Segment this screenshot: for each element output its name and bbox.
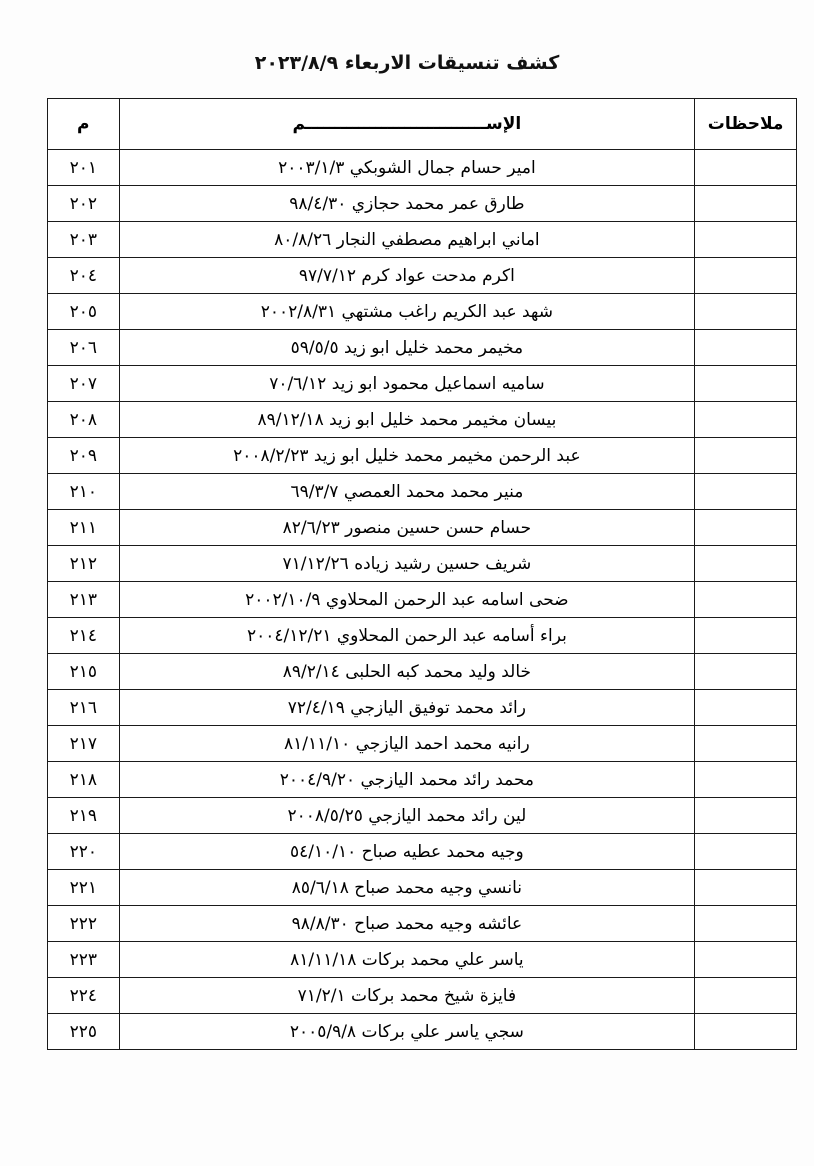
table-row [48,258,797,294]
cell-name [119,906,695,942]
cell-number: ٢٠٢ [48,186,120,222]
cell-number: ٢١٢ [48,546,120,582]
cell-notes [695,654,797,690]
table-row [48,546,797,582]
cell-notes [695,582,797,618]
table-row [48,798,797,834]
cell-name-text: امير حسام جمال الشوبكي ٢٠٠٣/١/٣ [278,157,536,178]
cell-name [119,582,695,618]
cell-name [119,474,695,510]
cell-notes [695,906,797,942]
cell-notes [695,618,797,654]
cell-notes [695,294,797,330]
cell-number: ٢٢٠ [48,834,120,870]
cell-notes [695,438,797,474]
cell-name-text: محمد رائد محمد اليازجي ٢٠٠٤/٩/٢٠ [279,769,535,790]
cell-number: ٢٠٥ [48,294,120,330]
cell-number: ٢١١ [48,510,120,546]
cell-notes [695,798,797,834]
cell-name [119,150,695,186]
table-row [48,330,797,366]
cell-notes [695,222,797,258]
cell-number: ٢١٤ [48,618,120,654]
cell-number: ٢٢٤ [48,978,120,1014]
cell-name-text: سجي ياسر علي بركات ٢٠٠٥/٩/٨ [289,1021,524,1042]
cell-name-text: طارق عمر محمد حجازي ٩٨/٤/٣٠ [289,193,525,214]
cell-notes [695,978,797,1014]
cell-notes [695,402,797,438]
table-row [48,1014,797,1050]
cell-name [119,366,695,402]
cell-name-text: شريف حسين رشيد زياده ٧١/١٢/٢٦ [282,553,532,574]
cell-name-text: لين رائد محمد اليازجي ٢٠٠٨/٥/٢٥ [287,805,527,826]
cell-name-text: وجيه محمد عطيه صباح ٥٤/١٠/١٠ [290,841,524,862]
cell-name-text: ياسر علي محمد بركات ٨١/١١/١٨ [290,949,524,970]
cell-name [119,546,695,582]
table-row [48,906,797,942]
cell-number: ٢٠٤ [48,258,120,294]
cell-name-text: شهد عبد الكريم راغب مشتهي ٢٠٠٢/٨/٣١ [260,301,553,322]
cell-name [119,510,695,546]
table-row [48,438,797,474]
coordination-list-table [47,98,797,1050]
cell-number: ٢١٠ [48,474,120,510]
table-row [48,474,797,510]
cell-name [119,330,695,366]
cell-name-text: ضحى اسامه عبد الرحمن المحلاوي ٢٠٠٢/١٠/٩ [245,589,569,610]
cell-name-text: اماني ابراهيم مصطفي النجار ٨٠/٨/٢٦ [274,229,540,250]
table-row [48,690,797,726]
cell-name [119,798,695,834]
cell-name-text: فايزة شيخ محمد بركات ٧١/٢/١ [297,985,517,1006]
cell-name [119,618,695,654]
column-header-name-text: الإســـــــــــــــــــــــــــــــم [292,114,522,134]
cell-notes [695,510,797,546]
table-row [48,294,797,330]
cell-notes [695,330,797,366]
cell-name-text: بيسان مخيمر محمد خليل ابو زيد ٨٩/١٢/١٨ [257,409,557,430]
cell-name-text: عبد الرحمن مخيمر محمد خليل ابو زيد ٢٠٠٨/٢/٢٣ [233,445,581,466]
cell-number: ٢٢١ [48,870,120,906]
cell-name [119,654,695,690]
cell-name-text: حسام حسن حسين منصور ٨٢/٦/٢٣ [282,517,532,538]
cell-name [119,1014,695,1050]
cell-name [119,726,695,762]
table-row [48,402,797,438]
cell-notes [695,942,797,978]
cell-notes [695,726,797,762]
cell-notes [695,834,797,870]
cell-name-text: خالد وليد محمد كبه الحلبى ٨٩/٢/١٤ [282,661,532,682]
cell-notes [695,690,797,726]
cell-notes [695,870,797,906]
cell-number: ٢٠٦ [48,330,120,366]
cell-name-text: نانسي وجيه محمد صباح ٨٥/٦/١٨ [291,877,522,898]
table-body [48,150,797,1050]
cell-number: ٢١٧ [48,726,120,762]
cell-number: ٢١٦ [48,690,120,726]
table-row [48,582,797,618]
table-row [48,726,797,762]
cell-number: ٢٢٥ [48,1014,120,1050]
cell-name-text: منير محمد محمد العمصي ٦٩/٣/٧ [290,481,524,502]
table-header-row [48,99,797,150]
table-row [48,834,797,870]
cell-name [119,942,695,978]
coordination-list-table-container [47,98,797,1050]
table-row [48,978,797,1014]
cell-name [119,402,695,438]
table-row [48,870,797,906]
cell-name [119,690,695,726]
table-row [48,222,797,258]
cell-name [119,222,695,258]
cell-name-text: ساميه اسماعيل محمود ابو زيد ٧٠/٦/١٢ [269,373,545,394]
cell-number: ٢١٣ [48,582,120,618]
cell-name [119,978,695,1014]
cell-name [119,438,695,474]
cell-notes [695,762,797,798]
cell-notes [695,1014,797,1050]
table-row [48,762,797,798]
table-row [48,186,797,222]
table-row [48,510,797,546]
cell-name-text: عائشه وجيه محمد صباح ٩٨/٨/٣٠ [291,913,523,934]
cell-notes [695,150,797,186]
cell-name [119,834,695,870]
column-header-notes: ملاحظات [695,99,797,150]
cell-number: ٢٠١ [48,150,120,186]
cell-number: ٢٠٣ [48,222,120,258]
cell-number: ٢١٨ [48,762,120,798]
table-row [48,150,797,186]
table-row [48,618,797,654]
cell-name-text: رانيه محمد احمد اليازجي ٨١/١١/١٠ [284,733,530,754]
cell-name [119,186,695,222]
cell-name [119,870,695,906]
cell-name [119,762,695,798]
cell-name [119,294,695,330]
table-row [48,654,797,690]
column-header-name [119,99,695,150]
table-row [48,942,797,978]
cell-name-text: اكرم مدحت عواد كرم ٩٧/٧/١٢ [298,265,515,286]
page-title: كشف تنسيقات الاربعاء ٢٠٢٣/٨/٩ [254,52,560,74]
cell-number: ٢٢٢ [48,906,120,942]
column-header-number: م [48,99,120,150]
cell-name [119,258,695,294]
cell-number: ٢٠٩ [48,438,120,474]
cell-number: ٢٠٧ [48,366,120,402]
cell-notes [695,546,797,582]
cell-number: ٢١٥ [48,654,120,690]
cell-notes [695,366,797,402]
cell-number: ٢١٩ [48,798,120,834]
table-row [48,366,797,402]
cell-notes [695,258,797,294]
cell-notes [695,186,797,222]
cell-name-text: براء أسامه عبد الرحمن المحلاوي ٢٠٠٤/١٢/٢١ [246,625,567,646]
cell-name-text: رائد محمد توفيق اليازجي ٧٢/٤/١٩ [287,697,526,718]
cell-notes [695,474,797,510]
cell-name-text: مخيمر محمد خليل ابو زيد ٥٩/٥/٥ [290,337,524,358]
cell-number: ٢٢٣ [48,942,120,978]
cell-number: ٢٠٨ [48,402,120,438]
table-header [48,99,797,150]
